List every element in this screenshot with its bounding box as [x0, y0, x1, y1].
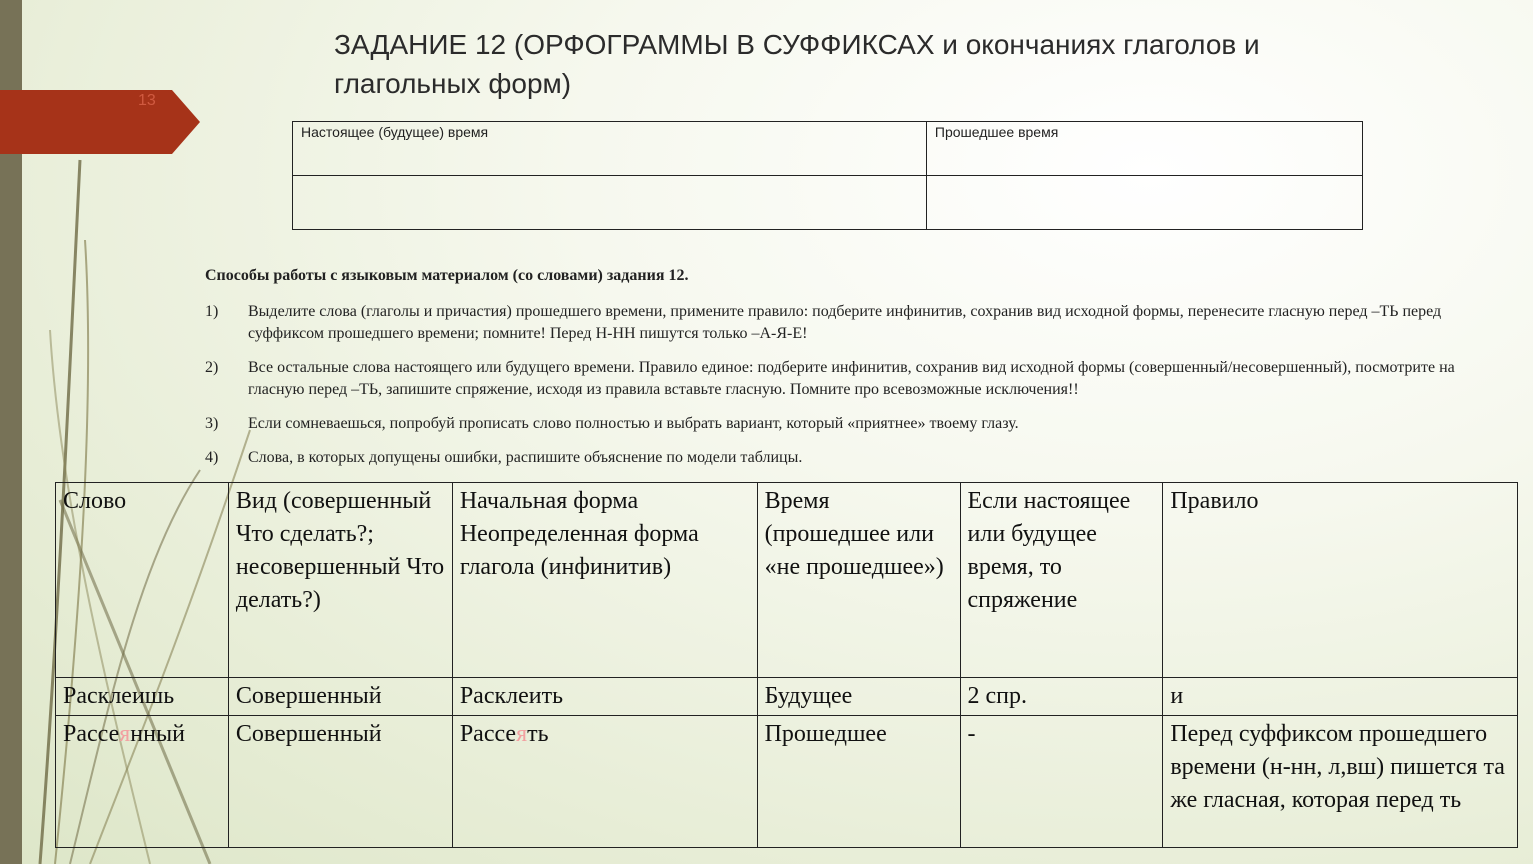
cell-infinitive: Расклеить	[452, 678, 757, 716]
method-text: Все остальные слова настоящего или будущего времени. Правило единое: подберите инфинитив, сохранив вид исходной формы (совершенный/несовершенный), посмотрите на гласную перед –ТЬ, запишите спряжение, исходя из правила вставьте гласную. Помните про всевозможные исключения!!	[248, 359, 1455, 398]
analysis-table	[55, 482, 1518, 848]
header-aspect: Вид (совершенный Что сделать?; несовершенный Что делать?)	[228, 483, 452, 678]
highlighted-vowel: я	[119, 721, 131, 747]
header-present-future: Настоящее (будущее) время	[293, 122, 927, 176]
header-tense: Время (прошедшее или «не прошедшее»)	[757, 483, 960, 678]
method-number: 1)	[205, 303, 219, 320]
method-number: 2)	[205, 359, 219, 376]
page-title: ЗАДАНИЕ 12 (ОРФОГРАММЫ В СУФФИКСАХ и окончаниях глаголов и глагольных форм)	[334, 29, 1260, 99]
word-part: ть	[527, 721, 549, 747]
method-number: 3)	[205, 415, 219, 432]
highlighted-vowel: я	[516, 721, 528, 747]
cell-tense: Будущее	[757, 678, 960, 716]
method-number: 4)	[205, 449, 219, 466]
header-rule: Правило	[1163, 483, 1518, 678]
method-item	[205, 413, 1495, 435]
table-row	[56, 678, 1518, 716]
word-part: Рассе	[459, 721, 517, 747]
cell-rule: Перед суффиксом прошедшего времени (н-нн, л,вш) пишется та же гласная, которая перед ть	[1163, 716, 1518, 848]
cell-aspect: Совершенный	[228, 716, 452, 848]
cell-conjugation: -	[960, 716, 1163, 848]
arrow-tab	[0, 90, 200, 154]
method-item	[205, 357, 1495, 401]
method-text: Если сомневаешься, попробуй прописать слово полностью и выбрать вариант, который «приятнее» твоему глазу.	[248, 415, 1019, 432]
header-word: Слово	[56, 483, 229, 678]
header-conjugation: Если настоящее или будущее время, то спряжение	[960, 483, 1163, 678]
method-text: Выделите слова (глаголы и причастия) прошедшего времени, примените правило: подберите инфинитив, сохранив вид исходной формы, перенесите гласную перед –ТЬ перед суффиксом прошедшего времени; помните! Перед Н-НН пишутся только –А-Я-Е!	[248, 303, 1442, 342]
slide-number: 13	[138, 92, 156, 109]
header-infinitive: Начальная форма Неопределенная форма глагола (инфинитив)	[452, 483, 757, 678]
word-part: Рассе	[63, 721, 120, 747]
cell-past-empty	[926, 176, 1362, 230]
method-text: Слова, в которых допущены ошибки, распишите объяснение по модели таблицы.	[248, 449, 803, 466]
cell-word	[56, 716, 229, 848]
methods-section	[205, 265, 1495, 481]
cell-present-future-empty	[293, 176, 927, 230]
cell-tense: Прошедшее	[757, 716, 960, 848]
cell-rule: и	[1163, 678, 1518, 716]
method-item	[205, 301, 1495, 345]
word-part: нный	[130, 721, 185, 747]
cell-infinitive	[452, 716, 757, 848]
cell-conjugation: 2 спр.	[960, 678, 1163, 716]
method-item	[205, 447, 1495, 469]
table-row	[56, 716, 1518, 848]
methods-heading: Способы работы с языковым материалом (со словами) задания 12.	[205, 267, 689, 284]
tense-table	[292, 121, 1363, 230]
header-past: Прошедшее время	[926, 122, 1362, 176]
cell-word: Расклеишь	[56, 678, 229, 716]
cell-aspect: Совершенный	[228, 678, 452, 716]
